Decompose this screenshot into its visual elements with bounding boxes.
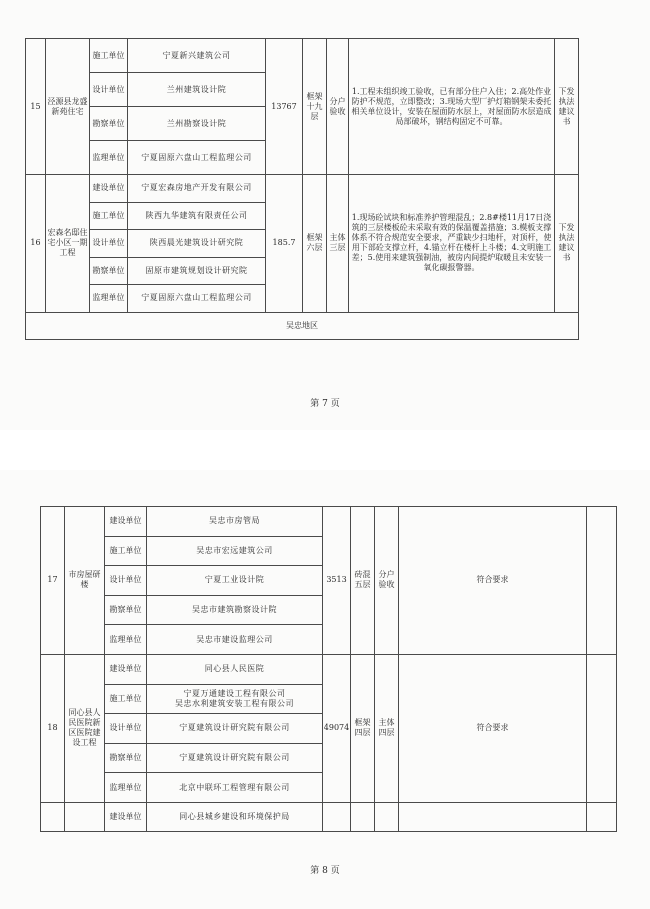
unit-role: 监理单位 xyxy=(105,773,147,803)
unit-name: 宁夏万通建设工程有限公司 吴忠水利建筑安装工程有限公司 xyxy=(147,684,323,714)
building-area: 13767 xyxy=(266,39,303,175)
unit-name: 宁夏建筑设计研究院有限公司 xyxy=(147,743,323,773)
unit-name: 陕西晨光建筑设计研究院 xyxy=(128,230,266,258)
table-row xyxy=(41,654,617,684)
unit-name: 同心县人民医院 xyxy=(147,654,323,684)
unit-name: 吴忠市建筑勘察设计院 xyxy=(147,595,323,625)
inspection-findings: 符合要求 xyxy=(399,507,587,655)
unit-role: 施工单位 xyxy=(105,684,147,714)
table-row xyxy=(26,175,579,203)
unit-role: 勘察单位 xyxy=(105,595,147,625)
unit-name: 同心县城乡建设和环境保护局 xyxy=(147,802,323,831)
building-area: 49074 xyxy=(323,654,351,802)
unit-role: 勘察单位 xyxy=(90,107,128,141)
unit-name: 宁夏工业设计院 xyxy=(147,566,323,596)
unit-role: 设计单位 xyxy=(90,73,128,107)
structure-type: 框架六层 xyxy=(303,175,327,313)
page-number: 第 8 页 xyxy=(310,866,340,876)
region-row xyxy=(26,312,579,339)
unit-name: 北京中联环工程管理有限公司 xyxy=(147,773,323,803)
enforcement-action: 下发执法建议书 xyxy=(555,39,579,175)
inspection-findings: 符合要求 xyxy=(399,654,587,802)
enforcement-action xyxy=(587,802,617,831)
unit-name: 宁夏固原六盘山工程监理公司 xyxy=(128,141,266,175)
enforcement-action xyxy=(587,507,617,655)
structure-type xyxy=(351,802,375,831)
unit-role: 建设单位 xyxy=(105,802,147,831)
unit-role: 监理单位 xyxy=(90,285,128,313)
row-number: 16 xyxy=(26,175,46,313)
unit-name: 宁夏固原六盘山工程监理公司 xyxy=(128,285,266,313)
unit-role: 设计单位 xyxy=(105,566,147,596)
building-area xyxy=(323,802,351,831)
inspection-table-page-7 xyxy=(25,38,579,340)
unit-role: 建设单位 xyxy=(105,654,147,684)
unit-role: 勘察单位 xyxy=(90,257,128,285)
unit-role: 建设单位 xyxy=(105,507,147,537)
unit-role: 监理单位 xyxy=(90,141,128,175)
unit-name: 吴忠市房管局 xyxy=(147,507,323,537)
construction-stage xyxy=(375,802,399,831)
row-number: 17 xyxy=(41,507,65,655)
inspection-findings: 1.现场砼试块和标准养护管理混乱；2.8#楼11月17日浇筑的三层楼板砼未采取有效的保温覆盖措施；3.模板支撑体系不符合规范安全要求，严重缺少扫地杆，对顶杆，使用下部砼支撑立杆，4.锚立杆在楼杆上斗楼；4.文明施工差；5.使用来建筑强制油，被房内间提炉取暖且未安装一氧化碳报警器。 xyxy=(349,175,555,313)
construction-stage: 分户验收 xyxy=(327,39,349,175)
structure-type: 框架四层 xyxy=(351,654,375,802)
unit-role: 设计单位 xyxy=(90,230,128,258)
unit-role: 施工单位 xyxy=(90,39,128,73)
project-name xyxy=(65,802,105,831)
unit-name: 吴忠市宏远建筑公司 xyxy=(147,536,323,566)
row-number: 15 xyxy=(26,39,46,175)
row-number: 18 xyxy=(41,654,65,802)
building-area: 3513 xyxy=(323,507,351,655)
inspection-findings xyxy=(399,802,587,831)
project-name: 市房屋研楼 xyxy=(65,507,105,655)
construction-stage: 分户验收 xyxy=(375,507,399,655)
unit-role: 施工单位 xyxy=(105,536,147,566)
unit-name: 固原市建筑规划设计研究院 xyxy=(128,257,266,285)
page-8 xyxy=(0,470,650,909)
inspection-table-page-8 xyxy=(40,506,617,832)
project-name: 泾源县龙盛新苑住宅 xyxy=(46,39,90,175)
unit-role: 监理单位 xyxy=(105,625,147,655)
construction-stage: 主体三层 xyxy=(327,175,349,313)
row-number xyxy=(41,802,65,831)
construction-stage: 主体四层 xyxy=(375,654,399,802)
unit-role: 设计单位 xyxy=(105,714,147,744)
region-name: 吴忠地区 xyxy=(26,312,579,339)
inspection-findings: 1.工程未组织竣工验收，已有部分住户入住；2.高处作业防护不规范，立即整改；3.现场大型厂护灯箱钢架未委托相关单位设计，安装在屋面防水层上，对屋面防水层造成局部破坏，钢结构固定不可靠。 xyxy=(349,39,555,175)
unit-name: 宁夏宏森房地产开发有限公司 xyxy=(128,175,266,203)
page-gap xyxy=(0,430,650,470)
structure-type: 砖混五层 xyxy=(351,507,375,655)
page-7 xyxy=(0,0,650,430)
unit-role: 施工单位 xyxy=(90,202,128,230)
page-number: 第 7 页 xyxy=(310,399,340,409)
unit-name: 陕西九华建筑有限责任公司 xyxy=(128,202,266,230)
unit-role: 勘察单位 xyxy=(105,743,147,773)
table-row xyxy=(41,802,617,831)
table-row xyxy=(26,39,579,73)
unit-role: 建设单位 xyxy=(90,175,128,203)
enforcement-action xyxy=(587,654,617,802)
unit-name: 宁夏建筑设计研究院有限公司 xyxy=(147,714,323,744)
enforcement-action: 下发执法建议书 xyxy=(555,175,579,313)
unit-name: 吴忠市建设监理公司 xyxy=(147,625,323,655)
unit-name: 宁夏新兴建筑公司 xyxy=(128,39,266,73)
structure-type: 框架十九层 xyxy=(303,39,327,175)
table-row xyxy=(41,507,617,537)
project-name: 同心县人民医院新区医院建设工程 xyxy=(65,654,105,802)
unit-name: 兰州建筑设计院 xyxy=(128,73,266,107)
project-name: 宏森名邸住宅小区一期工程 xyxy=(46,175,90,313)
building-area: 185.7 xyxy=(266,175,303,313)
unit-name: 兰州勘察设计院 xyxy=(128,107,266,141)
